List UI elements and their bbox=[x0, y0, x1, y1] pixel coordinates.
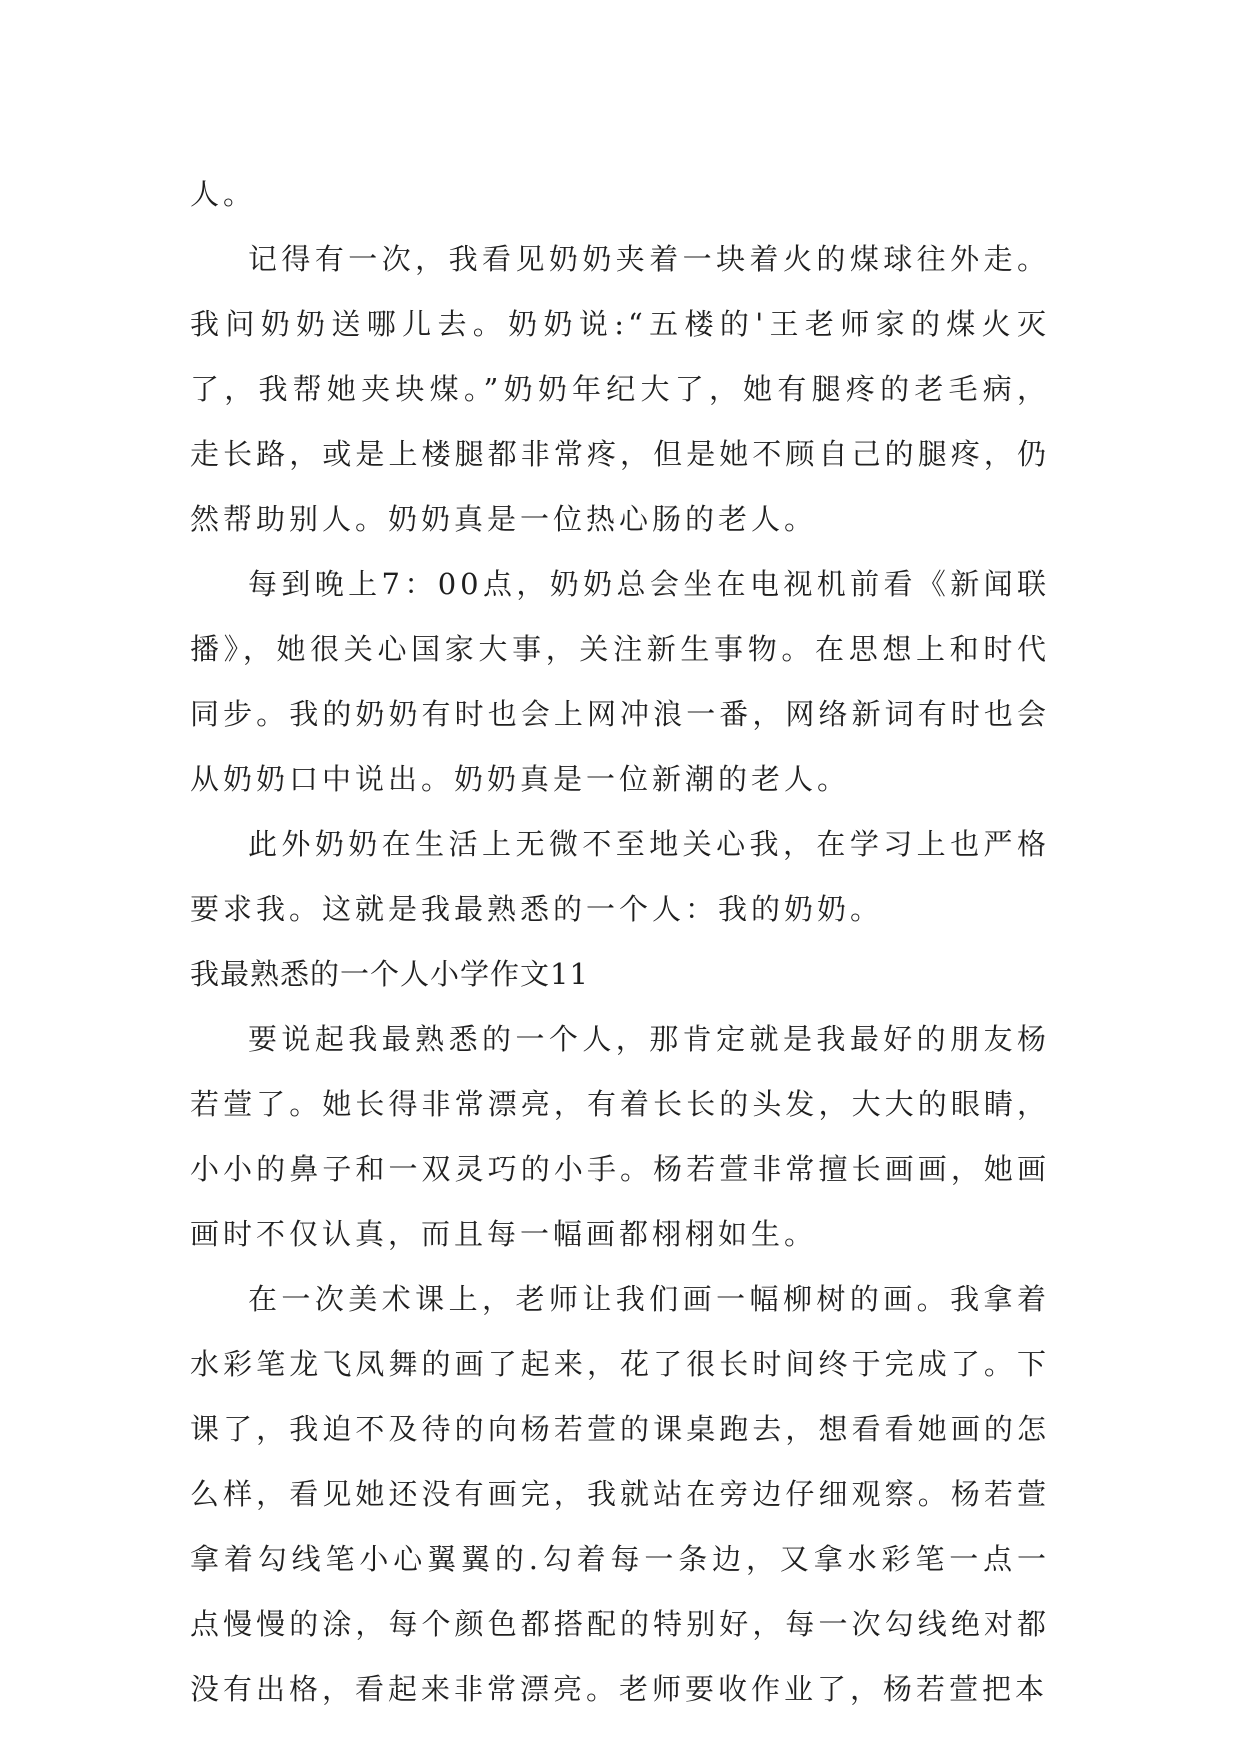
paragraph-conclusion: 此外奶奶在生活上无微不至地关心我，在学习上也严格要求我。这就是我最熟悉的一个人：我的奶奶。 bbox=[190, 827, 1050, 926]
paragraph-coal-story: 记得有一次，我看见奶奶夹着一块着火的煤球往外走。我问奶奶送哪儿去。奶奶说:“五楼的'王老师家的煤火灭了，我帮她夹块煤。”奶奶年纪大了，她有腿疼的老毛病，走长路，或是上楼腿都非常疼，但是她不顾自己的腿疼，仍然帮助别人。奶奶真是一位热心肠的老人。 bbox=[190, 242, 1050, 536]
paragraph-news-broadcast: 每到晚上7：00点，奶奶总会坐在电视机前看《新闻联播》，她很关心国家大事，关注新生事物。在思想上和时代同步。我的奶奶有时也会上网冲浪一番，网络新词有时也会从奶奶口中说出。奶奶真是一位新潮的老人。 bbox=[190, 567, 1050, 796]
paragraph-continuation: 人。 bbox=[190, 177, 257, 211]
document-page bbox=[190, 162, 1050, 1722]
paragraph-friend-intro: 要说起我最熟悉的一个人，那肯定就是我最好的朋友杨若萱了。她长得非常漂亮，有着长长的头发，大大的眼睛，小小的鼻子和一双灵巧的小手。杨若萱非常擅长画画，她画画时不仅认真，而且每一幅画都栩栩如生。 bbox=[190, 1022, 1050, 1251]
essay-title: 我最熟悉的一个人小学作文11 bbox=[190, 957, 589, 991]
paragraph-art-class: 在一次美术课上，老师让我们画一幅柳树的画。我拿着水彩笔龙飞凤舞的画了起来，花了很长时间终于完成了。下课了，我迫不及待的向杨若萱的课桌跑去，想看看她画的怎么样，看见她还没有画完，我就站在旁边仔细观察。杨若萱拿着勾线笔小心翼翼的.勾着每一条边，又拿水彩笔一点一点慢慢的涂，每个颜色都搭配的特别好，每一次勾线绝对都没有出格，看起来非常漂亮。老师要收作业了，杨若萱把本 bbox=[190, 1282, 1050, 1706]
